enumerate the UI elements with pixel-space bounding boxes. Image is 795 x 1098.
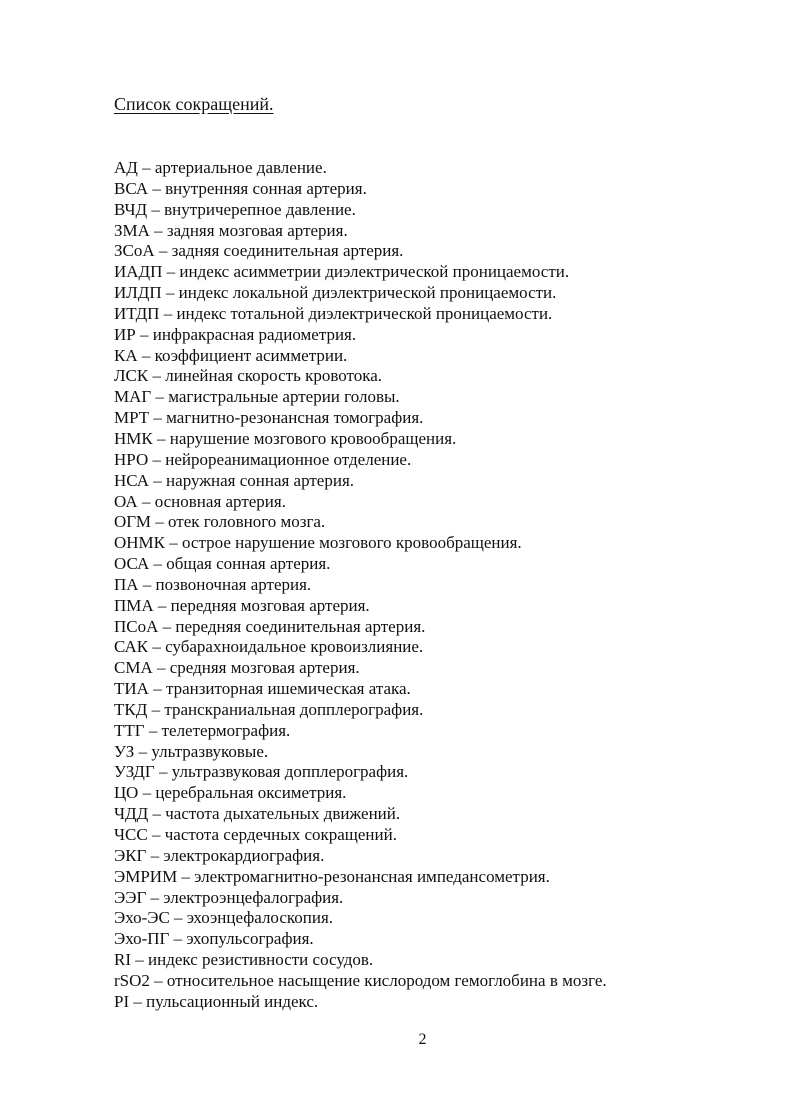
page-title: Список сокращений. [114,94,274,114]
abbreviation-item: КА – коэффициент асимметрии. [114,345,348,365]
abbreviation-item: ОНМК – острое нарушение мозгового кровообращения. [114,533,522,553]
abbreviation-item: АД – артериальное давление. [114,158,327,177]
abbreviation-item: САК – субарахноидальное кровоизлияние. [114,637,424,657]
abbreviation-item: RI – индекс резистивности сосудов. [114,950,374,970]
abbreviation-item: ПМА – передняя мозговая артерия. [114,595,370,615]
abbreviation-item: ПСоА – передняя соединительная артерия. [114,616,426,636]
abbreviation-item: ИР – инфракрасная радиометрия. [114,324,357,344]
abbreviation-item: ЧДД – частота дыхательных движений. [114,804,401,824]
abbreviation-item: ЛСК – линейная скорость кровотока. [114,366,383,386]
abbreviation-item: ИАДП – индекс асимметрии диэлектрической проницаемости. [114,262,570,282]
abbreviation-item: НСА – наружная сонная артерия. [114,470,355,490]
abbreviation-item: rSO2 – относительное насыщение кислородом гемоглобина в мозге. [114,970,607,990]
abbreviation-item: СМА – средняя мозговая артерия. [114,658,360,678]
abbreviation-item: ТТГ – телетермография. [114,720,291,740]
abbreviation-item: УЗ – ультразвуковые. [114,741,269,761]
abbreviation-item: PI – пульсационный индекс. [114,991,319,1011]
abbreviation-item: ЗСоА – задняя соединительная артерия. [114,241,404,261]
abbreviation-item: ОСА – общая сонная артерия. [114,554,331,574]
abbreviation-item: ЗМА – задняя мозговая артерия. [114,220,348,240]
abbreviation-item: ИТДП – индекс тотальной диэлектрической проницаемости. [114,303,553,323]
abbreviation-item: ЭМРИМ – электромагнитно-резонансная импедансометрия. [114,866,550,886]
abbreviation-item: УЗДГ – ультразвуковая допплерография. [114,762,409,782]
abbreviation-item: ВСА – внутренняя сонная артерия. [114,178,367,198]
abbreviation-item: НРО – нейрореанимационное отделение. [114,449,412,469]
abbreviation-item: ПА – позвоночная артерия. [114,574,312,594]
abbreviation-item: МАГ – магистральные артерии головы. [114,387,400,407]
abbreviation-item: ЦО – церебральная оксиметрия. [114,783,347,803]
abbreviation-item: ВЧД – внутричерепное давление. [114,199,356,219]
abbreviation-item: ОГМ – отек головного мозга. [114,512,326,532]
abbreviation-item: Эхо-ЭС – эхоэнцефалоскопия. [114,908,334,928]
abbreviation-item: ЭЭГ – электроэнцефалография. [114,887,344,907]
abbreviation-item: МРТ – магнитно-резонансная томография. [114,408,424,428]
page-number: 2 [418,1031,427,1048]
abbreviation-item: ТКД – транскраниальная допплерография. [114,699,424,719]
abbreviation-item: Эхо-ПГ – эхопульсография. [114,929,314,949]
abbreviation-item: НМК – нарушение мозгового кровообращения. [114,428,457,448]
abbreviation-item: ЧСС – частота сердечных сокращений. [114,825,397,844]
abbreviation-list [114,158,754,1013]
abbreviation-item: ИЛДП – индекс локальной диэлектрической проницаемости. [114,283,557,303]
abbreviation-item: ТИА – транзиторная ишемическая атака. [114,679,411,699]
abbreviation-item: ЭКГ – электрокардиография. [114,845,325,865]
abbreviation-item: ОА – основная артерия. [114,491,286,511]
